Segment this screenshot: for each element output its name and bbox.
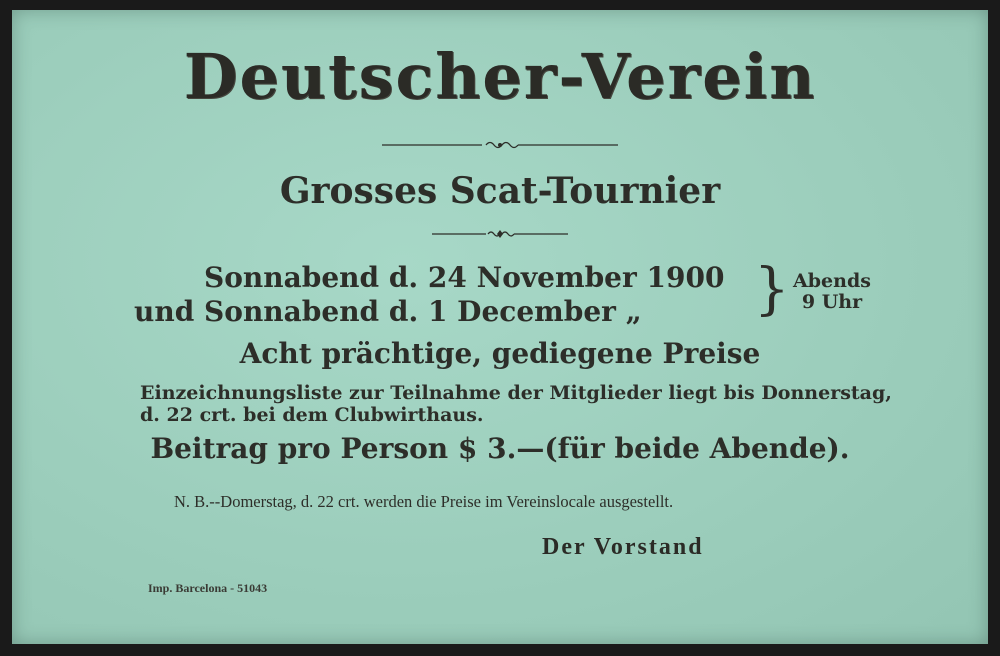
time-evening: Abends: [793, 270, 871, 292]
date-line-2: und Sonnabend d. 1 December „: [134, 295, 642, 328]
prizes-line: Acht prächtige, gediegene Preise: [239, 337, 761, 370]
invitation-card: [12, 10, 988, 644]
printer-imprint: Imp. Barcelona - 51043: [148, 581, 268, 595]
ornament-divider-middle: [12, 227, 988, 241]
note-text: N. B.--Domerstag, d. 22 crt. werden die Preise im Vereinslocale ausgestellt.: [174, 492, 674, 511]
time-hour: 9 Uhr: [801, 291, 863, 313]
curly-brace: }: [754, 257, 790, 322]
signature-board: Der Vorstand: [542, 534, 704, 560]
ornament-divider-top: [12, 138, 988, 152]
date-line-1: Sonnabend d. 24 November 1900: [204, 261, 725, 294]
registration-text: Einzeichnungsliste zur Teilnahme der Mitglieder liegt bis Donnerstag, d. 22 crt. bei dem Clubwirthaus.: [140, 382, 892, 426]
fee-line: Beitrag pro Person $ 3.—(für beide Abende).: [150, 432, 850, 465]
club-title: Deutscher-Verein: [183, 40, 817, 113]
event-subtitle: Grosses Scat-Tournier: [279, 170, 721, 212]
